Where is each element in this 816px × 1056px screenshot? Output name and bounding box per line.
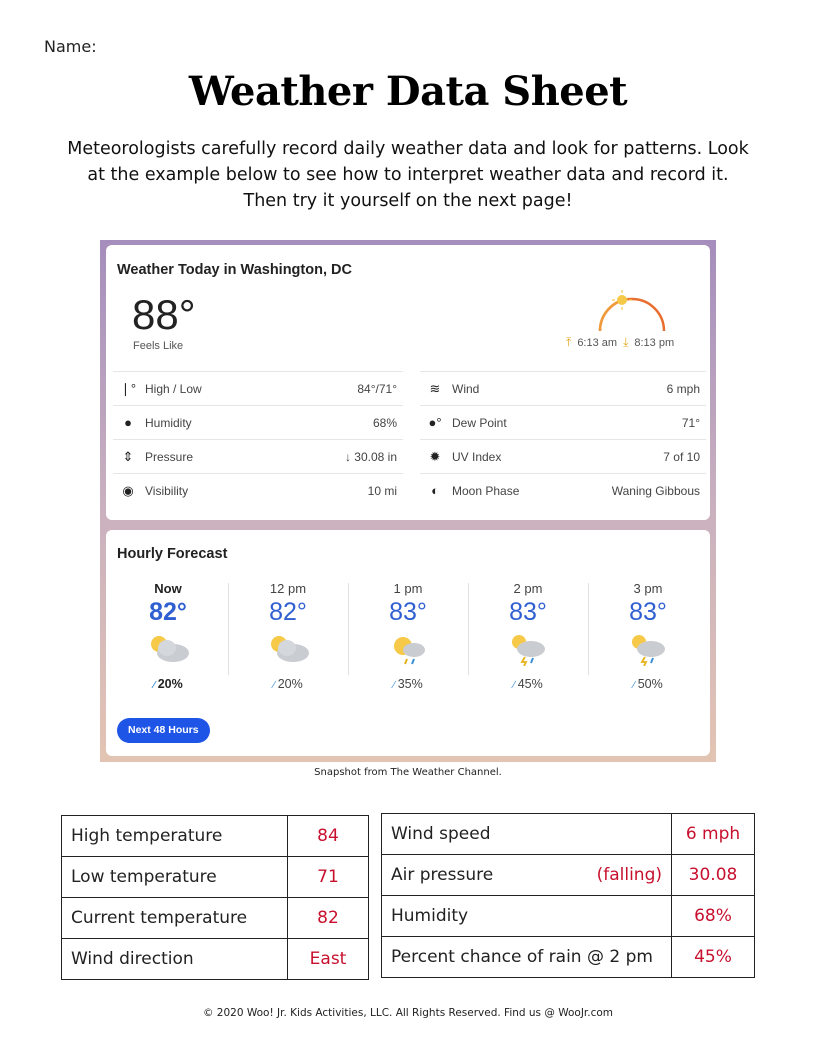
today-card	[106, 245, 710, 520]
current-temperature: 88°	[132, 291, 196, 338]
hourly-time: 1 pm	[393, 581, 423, 596]
hourly-rain	[108, 677, 228, 691]
thunder-showers-icon	[503, 630, 553, 666]
hourly-item	[228, 578, 348, 696]
raindrop-icon: ⁄	[513, 680, 518, 691]
sun-showers-icon	[383, 630, 433, 666]
sun-arc-icon	[592, 285, 672, 333]
hourly-rain	[588, 677, 708, 691]
row-label: Wind speed	[382, 814, 672, 855]
moon-phase-icon: ◐	[431, 483, 439, 498]
table-row	[382, 855, 755, 896]
detail-value: 68%	[372, 415, 397, 430]
hourly-temp: 83°	[509, 598, 547, 626]
row-label: Low temperature	[62, 857, 288, 898]
today-title: Weather Today in Washington, DC	[117, 262, 352, 278]
row-value: East	[288, 939, 369, 980]
detail-row-visibility	[113, 473, 403, 507]
row-label: Percent chance of rain @ 2 pm	[382, 937, 672, 978]
left-data-table	[61, 815, 369, 980]
row-value: 82	[288, 898, 369, 939]
pressure-icon: ⇕	[122, 448, 134, 464]
humidity-drop-icon: ●	[124, 415, 132, 430]
page-title: Weather Data Sheet	[188, 68, 628, 115]
intro-line-1: Meteorologists carefully record daily weather data and look for patterns. Look	[67, 139, 749, 159]
detail-value: ↓ 30.08 in	[344, 449, 397, 464]
row-value: 6 mph	[672, 814, 755, 855]
eye-icon: ◉	[122, 482, 134, 498]
table-row	[62, 939, 369, 980]
table-row	[62, 857, 369, 898]
hourly-time: 2 pm	[513, 581, 543, 596]
detail-value: 71°	[681, 415, 700, 430]
detail-label: Wind	[452, 381, 480, 396]
hourly-rain	[348, 677, 468, 691]
name-label: Name:	[44, 37, 97, 56]
table-row	[382, 814, 755, 855]
detail-label: Pressure	[145, 449, 194, 464]
detail-row-dew-point	[420, 405, 706, 439]
hourly-item	[588, 578, 708, 696]
partly-cloudy-icon	[263, 630, 313, 666]
detail-value: 7 of 10	[663, 449, 700, 464]
hourly-time: 12 pm	[269, 581, 307, 596]
uv-sun-icon: ✹	[429, 448, 441, 464]
hourly-temp: 83°	[629, 598, 667, 626]
detail-label: Humidity	[145, 415, 192, 430]
detail-value: 10 mi	[367, 483, 397, 498]
detail-label: UV Index	[452, 449, 502, 464]
partly-cloudy-icon	[143, 630, 193, 666]
row-label: Air pressure	[391, 865, 494, 885]
row-value: 71	[288, 857, 369, 898]
sunrise-icon: ⤒	[566, 335, 572, 349]
row-label: Current temperature	[62, 898, 288, 939]
sunrise-time: 6:13 am	[577, 336, 618, 349]
wind-icon: ≋	[429, 380, 441, 396]
detail-label: Moon Phase	[452, 483, 520, 498]
detail-value: 6 mph	[666, 381, 700, 396]
hourly-time: 3 pm	[633, 581, 663, 596]
next-48-hours-button[interactable]: Next 48 Hours	[117, 718, 210, 743]
table-row	[62, 816, 369, 857]
sunset-icon: ⤓	[623, 335, 629, 349]
hourly-time: Now	[154, 581, 182, 596]
feels-like-label: Feels Like	[133, 340, 184, 352]
detail-label: Visibility	[145, 483, 189, 498]
row-value: 30.08	[672, 855, 755, 896]
row-label: Humidity	[382, 896, 672, 937]
hourly-rain-value: 35%	[397, 677, 423, 691]
sun-times	[566, 335, 674, 350]
snapshot-caption: Snapshot from The Weather Channel.	[314, 767, 502, 778]
hourly-forecast	[106, 578, 710, 708]
pressure-label-wrap	[391, 865, 662, 885]
detail-row-humidity	[113, 405, 403, 439]
thermometer-icon: ❘°	[119, 380, 137, 396]
hourly-rain	[468, 677, 588, 691]
hourly-rain-value: 50%	[637, 677, 663, 691]
detail-row-moon-phase	[420, 473, 706, 507]
row-value: 84	[288, 816, 369, 857]
detail-label: Dew Point	[452, 415, 507, 430]
detail-value: Waning Gibbous	[611, 483, 700, 498]
weather-snapshot	[100, 240, 716, 762]
hourly-rain-value: 20%	[277, 677, 303, 691]
raindrop-icon: ⁄	[153, 680, 158, 691]
right-data-table	[381, 813, 755, 978]
hourly-temp: 82°	[269, 598, 307, 626]
intro-line-2: at the example below to see how to interpret weather data and record it.	[87, 165, 729, 185]
detail-row-wind	[420, 371, 706, 405]
hourly-card	[106, 530, 710, 756]
detail-value: 84°/71°	[357, 381, 397, 396]
hourly-item	[108, 578, 228, 696]
row-label: High temperature	[62, 816, 288, 857]
detail-label: High / Low	[145, 381, 202, 396]
table-row	[62, 898, 369, 939]
hourly-rain-value: 45%	[517, 677, 543, 691]
row-label-cell	[382, 855, 672, 896]
hourly-temp: 82°	[149, 598, 187, 626]
raindrop-icon: ⁄	[393, 680, 398, 691]
intro-line-3: Then try it yourself on the next page!	[243, 191, 573, 211]
detail-row-uv-index	[420, 439, 706, 473]
row-label: Wind direction	[62, 939, 288, 980]
hourly-title: Hourly Forecast	[117, 546, 228, 562]
pressure-trend-note: (falling)	[596, 865, 662, 885]
intro-text	[40, 136, 776, 214]
thunder-showers-icon	[623, 630, 673, 666]
table-row	[382, 937, 755, 978]
dew-point-icon: ●°	[428, 415, 442, 430]
row-value: 68%	[672, 896, 755, 937]
sunset-time: 8:13 pm	[634, 336, 675, 349]
detail-row-high-low	[113, 371, 403, 405]
table-row	[382, 896, 755, 937]
hourly-rain	[228, 677, 348, 691]
copyright-footer: © 2020 Woo! Jr. Kids Activities, LLC. All Rights Reserved. Find us @ WooJr.com	[202, 1007, 614, 1019]
hourly-temp: 83°	[389, 598, 427, 626]
hourly-item	[468, 578, 588, 696]
hourly-item	[348, 578, 468, 696]
row-value: 45%	[672, 937, 755, 978]
hourly-rain-value: 20%	[157, 677, 183, 691]
raindrop-icon: ⁄	[633, 680, 638, 691]
raindrop-icon: ⁄	[273, 680, 278, 691]
detail-row-pressure	[113, 439, 403, 473]
